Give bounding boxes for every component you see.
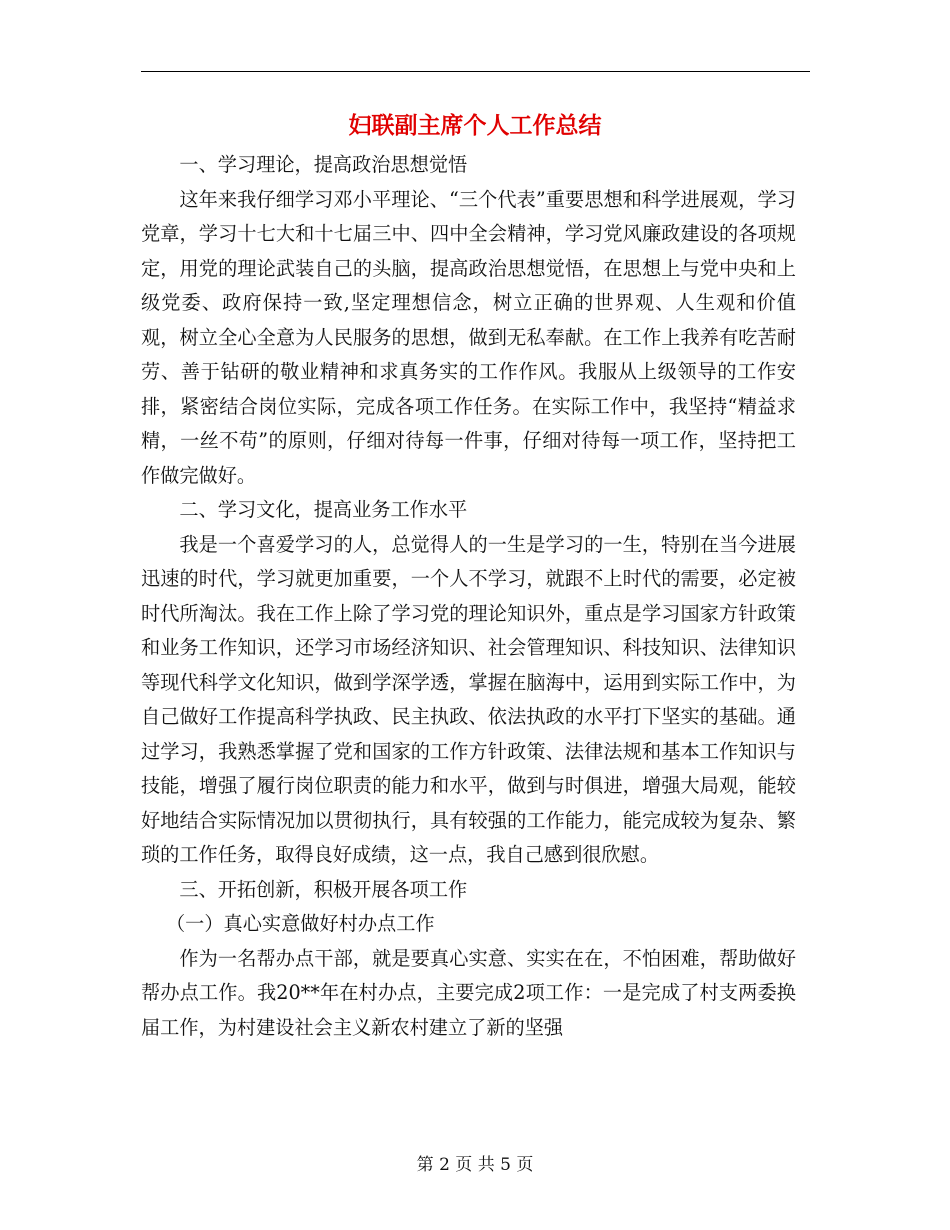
document-body (141, 148, 796, 1045)
header-rule (141, 71, 810, 72)
subsection-heading-1: （一）真心实意做好村办点工作 (165, 912, 435, 935)
paragraph-1: 这年来我仔细学习邓小平理论、“三个代表”重要思想和科学进展观，学习党章，学习十七大和十七届三中、四中全会精神，学习党风廉政建设的各项规定，用党的理论武装自己的头脑，提高政治思想觉悟，在思想上与党中央和上级党委、政府保持一致,坚定理想信念，树立正确的世界观、人生观和价值观，树立全心全意为人民服务的思想，做到无私奉献。在工作上我养有吃苦耐劳、善于钻研的敬业精神和求真务实的工作作风。我服从上级领导的工作安排，紧密结合岗位实际，完成各项工作任务。在实际工作中，我坚持“精益求精，一丝不苟”的原则，仔细对待每一件事，仔细对待每一项工作，坚持把工作做完做好。 (141, 187, 796, 487)
paragraph-2: 我是一个喜爱学习的人，总觉得人的一生是学习的一生，特别在当今进展迅速的时代，学习就更加重要，一个人不学习，就跟不上时代的需要，必定被时代所淘汰。我在工作上除了学习党的理论知识外，重点是学习国家方针政策和业务工作知识，还学习市场经济知识、社会管理知识、科技知识、法律知识等现代科学文化知识，做到学深学透，掌握在脑海中，运用到实际工作中，为自己做好工作提高科学执政、民主执政、依法执政的水平打下坚实的基础。通过学习，我熟悉掌握了党和国家的工作方针政策、法律法规和基本工作知识与技能，增强了履行岗位职责的能力和水平，做到与时俱进，增强大局观，能较好地结合实际情况加以贯彻执行，具有较强的工作能力，能完成较为复杂、繁琐的工作任务，取得良好成绩，这一点，我自己感到很欣慰。 (141, 532, 796, 866)
paragraph-3: 作为一名帮办点干部，就是要真心实意、实实在在，不怕困难，帮助做好帮办点工作。我20**年在村办点，主要完成2项工作：一是完成了村支两委换届工作，为村建设社会主义新农村建立了新的坚强 (141, 946, 796, 1039)
section-heading-1: 一、学习理论，提高政治思想觉悟 (179, 153, 468, 176)
section-heading-2: 二、学习文化，提高业务工作水平 (179, 498, 468, 521)
document-title: 妇联副主席个人工作总结 (348, 112, 602, 139)
section-heading-3: 三、开拓创新，积极开展各项工作 (179, 877, 468, 901)
page-number: 第 2 页 共 5 页 (416, 1155, 534, 1175)
